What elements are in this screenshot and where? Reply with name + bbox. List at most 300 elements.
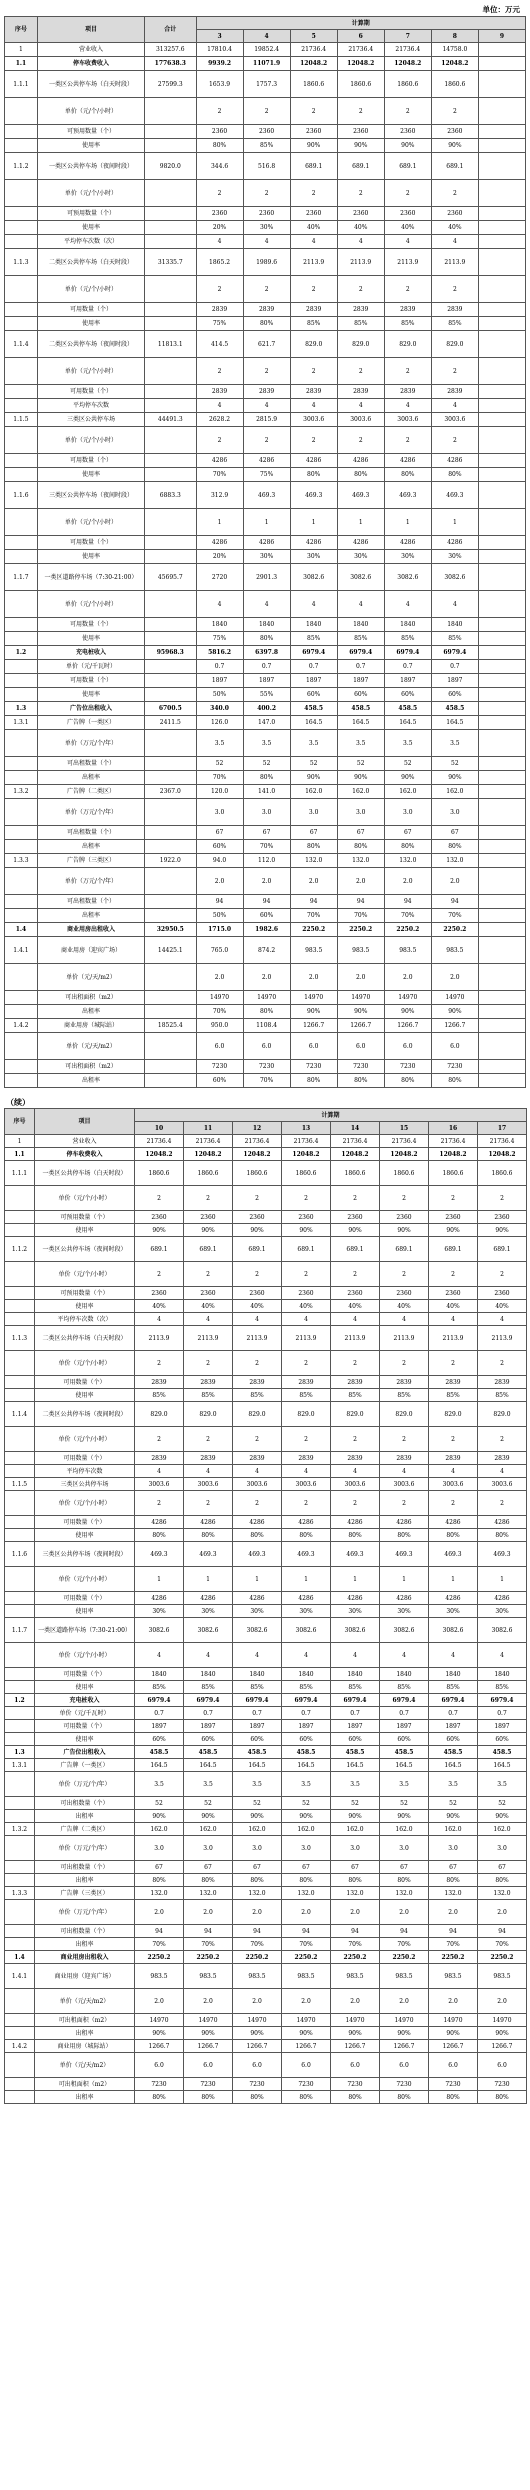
row-value: 689.1 xyxy=(233,1237,282,1262)
row-total: 31335.7 xyxy=(145,249,196,276)
row-value: 7230 xyxy=(331,2078,380,2091)
row-item: 使用率 xyxy=(37,317,144,331)
row-value: 6.0 xyxy=(233,2053,282,2078)
row-seq: 1.3.2 xyxy=(5,785,38,799)
row-value: 2250.2 xyxy=(184,1951,233,1964)
row-value: 85% xyxy=(290,632,337,646)
row-item: 平均停车次数 xyxy=(37,399,144,413)
row-value: 80% xyxy=(478,2091,527,2104)
row-item: 可出租面积（m2） xyxy=(37,991,144,1005)
row-value: 60% xyxy=(478,1733,527,1746)
row-value: 2.0 xyxy=(431,964,478,991)
row-value: 80% xyxy=(384,468,431,482)
row-value: 1266.7 xyxy=(431,1019,478,1033)
table-row xyxy=(5,688,526,702)
row-value: 1860.6 xyxy=(135,1161,184,1186)
row-value: 21736.4 xyxy=(429,1135,478,1148)
row-value: 90% xyxy=(282,2027,331,2040)
row-value: 12048.2 xyxy=(135,1148,184,1161)
row-value: 3082.6 xyxy=(290,564,337,591)
row-value: 40% xyxy=(282,1300,331,1313)
row-seq xyxy=(5,1707,35,1720)
row-seq xyxy=(5,1925,35,1938)
row-value: 80% xyxy=(290,468,337,482)
header-period-col: 6 xyxy=(337,30,384,43)
header-period-col: 14 xyxy=(331,1122,380,1135)
row-value: 80% xyxy=(337,840,384,854)
row-seq xyxy=(5,399,38,413)
row-value: 85% xyxy=(384,317,431,331)
row-value: 7230 xyxy=(431,1060,478,1074)
row-value: 12048.2 xyxy=(290,57,337,71)
row-value xyxy=(478,730,525,757)
row-value: 30% xyxy=(384,550,431,564)
row-seq: 1.3 xyxy=(5,1746,35,1759)
row-value: 132.0 xyxy=(380,1887,429,1900)
row-value: 50% xyxy=(196,909,243,923)
row-seq: 1.3.3 xyxy=(5,854,38,868)
row-value: 1266.7 xyxy=(135,2040,184,2053)
row-value: 458.5 xyxy=(431,702,478,716)
row-item: 停车收费收入 xyxy=(35,1148,135,1161)
row-value: 90% xyxy=(233,1224,282,1237)
row-seq xyxy=(5,2078,35,2091)
row-value: 4286 xyxy=(380,1516,429,1529)
row-item: 单价（元/个/小时） xyxy=(37,98,144,125)
row-item: 广告牌（三类区） xyxy=(35,1887,135,1900)
table-row xyxy=(5,895,526,909)
row-value: 94 xyxy=(331,1925,380,1938)
row-value: 2839 xyxy=(331,1452,380,1465)
row-value: 90% xyxy=(337,771,384,785)
table-row xyxy=(5,826,526,840)
row-value: 85% xyxy=(429,1681,478,1694)
row-value: 2.0 xyxy=(478,1900,527,1925)
row-value: 4286 xyxy=(184,1592,233,1605)
row-value: 2113.9 xyxy=(290,249,337,276)
row-value: 4286 xyxy=(233,1592,282,1605)
row-value: 17810.4 xyxy=(196,43,243,57)
row-value: 40% xyxy=(478,1300,527,1313)
row-value: 829.0 xyxy=(431,331,478,358)
row-value: 67 xyxy=(196,826,243,840)
row-value: 94 xyxy=(384,895,431,909)
row-seq xyxy=(5,799,38,826)
row-value: 1266.7 xyxy=(478,2040,527,2053)
row-value: 1897 xyxy=(331,1720,380,1733)
row-value: 983.5 xyxy=(478,1964,527,1989)
row-value: 2 xyxy=(196,98,243,125)
row-value: 14970 xyxy=(431,991,478,1005)
table-row xyxy=(5,1900,527,1925)
table-row xyxy=(5,1733,527,1746)
row-value: 2 xyxy=(429,1262,478,1287)
row-value: 80% xyxy=(431,840,478,854)
row-value: 469.3 xyxy=(243,482,290,509)
row-value: 94 xyxy=(196,895,243,909)
row-value: 2.0 xyxy=(384,868,431,895)
row-value: 2 xyxy=(431,427,478,454)
row-value: 2360 xyxy=(243,125,290,139)
row-value: 3003.6 xyxy=(331,1478,380,1491)
header-period-col: 7 xyxy=(384,30,431,43)
row-value: 2360 xyxy=(233,1287,282,1300)
row-value: 162.0 xyxy=(331,1823,380,1836)
row-value: 6.0 xyxy=(184,2053,233,2078)
row-value: 3.5 xyxy=(380,1772,429,1797)
row-value: 2 xyxy=(331,1351,380,1376)
row-seq xyxy=(5,1074,38,1088)
row-value xyxy=(478,632,525,646)
row-value: 30% xyxy=(380,1605,429,1618)
row-total: 27599.3 xyxy=(145,71,196,98)
row-value: 2.0 xyxy=(431,868,478,895)
row-value xyxy=(478,303,525,317)
row-value: 6979.4 xyxy=(282,1694,331,1707)
row-value: 90% xyxy=(135,2027,184,2040)
row-total: 9820.0 xyxy=(145,153,196,180)
table-row xyxy=(5,1964,527,1989)
row-value: 2839 xyxy=(384,385,431,399)
row-value: 1266.7 xyxy=(184,2040,233,2053)
row-value: 2.0 xyxy=(282,1989,331,2014)
row-value xyxy=(478,937,525,964)
row-item: 单价（元/个/小时） xyxy=(37,276,144,303)
row-value: 67 xyxy=(478,1861,527,1874)
row-value: 2 xyxy=(243,427,290,454)
row-value: 30% xyxy=(429,1605,478,1618)
row-seq xyxy=(5,1491,35,1516)
row-total xyxy=(145,454,196,468)
table-row xyxy=(5,632,526,646)
row-value: 2 xyxy=(243,276,290,303)
row-value: 94 xyxy=(233,1925,282,1938)
row-value: 1860.6 xyxy=(282,1161,331,1186)
row-value xyxy=(478,660,525,674)
row-value: 1840 xyxy=(243,618,290,632)
table-row xyxy=(5,509,526,536)
row-value: 70% xyxy=(478,1938,527,1951)
row-total xyxy=(145,509,196,536)
row-value: 983.5 xyxy=(282,1964,331,1989)
row-value: 2.0 xyxy=(290,964,337,991)
row-value: 1860.6 xyxy=(478,1161,527,1186)
row-value: 52 xyxy=(282,1797,331,1810)
row-value: 2.0 xyxy=(196,868,243,895)
row-value: 80% xyxy=(331,1874,380,1887)
row-seq xyxy=(5,660,38,674)
row-value: 2 xyxy=(337,358,384,385)
row-value: 2360 xyxy=(135,1287,184,1300)
row-value: 3003.6 xyxy=(431,413,478,427)
header-period-col: 15 xyxy=(380,1122,429,1135)
table-row xyxy=(5,2014,527,2027)
row-value xyxy=(478,1005,525,1019)
row-value: 2 xyxy=(384,98,431,125)
table-row xyxy=(5,702,526,716)
header-period: 计算期 xyxy=(135,1109,527,1122)
row-value: 829.0 xyxy=(384,331,431,358)
row-item: 出租率 xyxy=(37,771,144,785)
row-value: 469.3 xyxy=(429,1542,478,1567)
row-value: 4 xyxy=(233,1465,282,1478)
row-value: 340.0 xyxy=(196,702,243,716)
row-value: 70% xyxy=(380,1938,429,1951)
row-value: 80% xyxy=(233,2091,282,2104)
table-row xyxy=(5,937,526,964)
header-period-col: 17 xyxy=(478,1122,527,1135)
row-value: 2.0 xyxy=(135,1900,184,1925)
row-value: 6979.4 xyxy=(337,646,384,660)
row-value: 2 xyxy=(196,276,243,303)
row-total xyxy=(145,632,196,646)
row-value: 4 xyxy=(384,235,431,249)
row-item: 单价（元/个/小时） xyxy=(35,1643,135,1668)
table-row xyxy=(5,2053,527,2078)
row-value: 11071.9 xyxy=(243,57,290,71)
row-item: 可用数量（个） xyxy=(37,385,144,399)
row-value: 85% xyxy=(478,1681,527,1694)
row-value: 80% xyxy=(331,2091,380,2104)
row-value: 80% xyxy=(478,1874,527,1887)
row-value: 80% xyxy=(290,1074,337,1088)
row-value: 132.0 xyxy=(331,1887,380,1900)
row-value: 2 xyxy=(135,1491,184,1516)
row-value: 70% xyxy=(135,1938,184,1951)
row-value: 30% xyxy=(431,550,478,564)
row-value: 2 xyxy=(384,276,431,303)
row-value: 983.5 xyxy=(380,1964,429,1989)
row-value: 7230 xyxy=(429,2078,478,2091)
table-row xyxy=(5,1060,526,1074)
row-value: 469.3 xyxy=(380,1542,429,1567)
row-value: 94 xyxy=(431,895,478,909)
row-value: 4286 xyxy=(384,536,431,550)
row-value: 1 xyxy=(478,1567,527,1592)
row-seq xyxy=(5,276,38,303)
row-value: 164.5 xyxy=(380,1759,429,1772)
row-value: 20% xyxy=(196,221,243,235)
row-value xyxy=(478,1033,525,1060)
row-value: 1 xyxy=(233,1567,282,1592)
row-value: 1266.7 xyxy=(429,2040,478,2053)
row-value: 874.2 xyxy=(243,937,290,964)
row-value: 4286 xyxy=(337,536,384,550)
row-value xyxy=(478,674,525,688)
row-value: 94 xyxy=(135,1925,184,1938)
row-value: 1 xyxy=(184,1567,233,1592)
row-item: 可出租面积（m2） xyxy=(35,2014,135,2027)
row-seq xyxy=(5,1351,35,1376)
row-value: 80% xyxy=(135,1874,184,1887)
row-value: 4 xyxy=(243,235,290,249)
header-period-col: 16 xyxy=(429,1122,478,1135)
row-value xyxy=(478,57,525,71)
row-value: 21736.4 xyxy=(380,1135,429,1148)
row-value: 2 xyxy=(233,1262,282,1287)
row-value: 983.5 xyxy=(233,1964,282,1989)
row-value: 164.5 xyxy=(135,1759,184,1772)
row-value: 67 xyxy=(429,1861,478,1874)
row-value xyxy=(478,591,525,618)
row-value: 2113.9 xyxy=(233,1326,282,1351)
row-seq: 1.1.7 xyxy=(5,564,38,591)
row-value: 689.1 xyxy=(431,153,478,180)
row-value: 2 xyxy=(337,180,384,207)
row-seq xyxy=(5,2027,35,2040)
row-value: 60% xyxy=(184,1733,233,1746)
row-value: 90% xyxy=(282,1810,331,1823)
row-value: 689.1 xyxy=(384,153,431,180)
row-value: 2 xyxy=(380,1351,429,1376)
table-row xyxy=(5,868,526,895)
row-value: 2113.9 xyxy=(380,1326,429,1351)
row-item: 可出租面积（m2） xyxy=(37,1060,144,1074)
row-seq xyxy=(5,1733,35,1746)
row-value: 3082.6 xyxy=(384,564,431,591)
row-total xyxy=(145,427,196,454)
table-row xyxy=(5,1618,527,1643)
row-value: 7230 xyxy=(135,2078,184,2091)
row-total xyxy=(145,1005,196,1019)
row-value: 3003.6 xyxy=(429,1478,478,1491)
row-value: 2360 xyxy=(135,1211,184,1224)
row-value: 2250.2 xyxy=(233,1951,282,1964)
row-value: 2113.9 xyxy=(184,1326,233,1351)
row-value: 164.5 xyxy=(337,716,384,730)
row-value: 40% xyxy=(290,221,337,235)
row-value: 458.5 xyxy=(380,1746,429,1759)
row-seq xyxy=(5,1720,35,1733)
row-value: 52 xyxy=(233,1797,282,1810)
row-item: 可用数量（个） xyxy=(35,1720,135,1733)
row-total xyxy=(145,468,196,482)
row-value: 2839 xyxy=(384,303,431,317)
row-value: 1897 xyxy=(429,1720,478,1733)
row-value: 2250.2 xyxy=(429,1951,478,1964)
row-value: 80% xyxy=(429,2091,478,2104)
row-value xyxy=(478,276,525,303)
row-item: 单价（元/个/小时） xyxy=(35,1262,135,1287)
row-seq xyxy=(5,385,38,399)
row-item: 可出租面积（m2） xyxy=(35,2078,135,2091)
row-value: 2113.9 xyxy=(431,249,478,276)
row-value: 14970 xyxy=(135,2014,184,2027)
table-row xyxy=(5,923,526,937)
row-value: 90% xyxy=(135,1224,184,1237)
row-item: 一类区公共停车场（白天时段） xyxy=(37,71,144,98)
row-value: 829.0 xyxy=(337,331,384,358)
row-value: 60% xyxy=(290,688,337,702)
row-seq xyxy=(5,1874,35,1887)
row-value: 3082.6 xyxy=(331,1618,380,1643)
row-value xyxy=(478,98,525,125)
row-value: 2 xyxy=(337,276,384,303)
table-row xyxy=(5,660,526,674)
table-row xyxy=(5,1643,527,1668)
row-value: 458.5 xyxy=(184,1746,233,1759)
row-value xyxy=(478,1019,525,1033)
row-item: 可出租数量（个） xyxy=(35,1797,135,1810)
table-row xyxy=(5,1452,527,1465)
row-value: 90% xyxy=(184,2027,233,2040)
row-value: 469.3 xyxy=(478,1542,527,1567)
table-row xyxy=(5,180,526,207)
row-value: 1266.7 xyxy=(282,2040,331,2053)
row-value: 2 xyxy=(331,1186,380,1211)
row-seq xyxy=(5,826,38,840)
row-value: 14970 xyxy=(331,2014,380,2027)
row-value: 0.7 xyxy=(135,1707,184,1720)
row-value: 80% xyxy=(184,1874,233,1887)
row-value: 132.0 xyxy=(290,854,337,868)
row-value: 829.0 xyxy=(282,1402,331,1427)
row-item: 使用率 xyxy=(35,1529,135,1542)
row-item: 单价（元/个/小时） xyxy=(37,427,144,454)
row-item: 三类区公共停车场 xyxy=(35,1478,135,1491)
header-period-col: 11 xyxy=(184,1122,233,1135)
row-value xyxy=(478,385,525,399)
row-value: 2.0 xyxy=(184,1989,233,2014)
row-value: 85% xyxy=(290,317,337,331)
row-total xyxy=(145,909,196,923)
row-total xyxy=(145,1074,196,1088)
row-value: 621.7 xyxy=(243,331,290,358)
row-item: 广告牌（一类区） xyxy=(35,1759,135,1772)
row-value: 458.5 xyxy=(290,702,337,716)
row-total xyxy=(145,799,196,826)
table-row xyxy=(5,1019,526,1033)
row-value xyxy=(478,207,525,221)
row-value: 689.1 xyxy=(429,1237,478,1262)
row-value: 1860.6 xyxy=(184,1161,233,1186)
row-item: 可用数量（个） xyxy=(37,454,144,468)
row-value: 80% xyxy=(380,2091,429,2104)
table-row xyxy=(5,1135,527,1148)
row-value xyxy=(478,785,525,799)
row-item: 可出租数量（个） xyxy=(37,757,144,771)
row-value: 80% xyxy=(184,2091,233,2104)
row-seq: 1.1.5 xyxy=(5,1478,35,1491)
row-value: 0.7 xyxy=(429,1707,478,1720)
row-value: 21736.4 xyxy=(337,43,384,57)
row-value: 12048.2 xyxy=(431,57,478,71)
row-value: 1 xyxy=(380,1567,429,1592)
row-value: 3.0 xyxy=(478,1836,527,1861)
row-value: 147.0 xyxy=(243,716,290,730)
row-value: 9939.2 xyxy=(196,57,243,71)
row-value: 2839 xyxy=(184,1376,233,1389)
row-seq xyxy=(5,125,38,139)
row-value: 40% xyxy=(337,221,384,235)
row-item: 使用率 xyxy=(37,688,144,702)
row-value: 689.1 xyxy=(478,1237,527,1262)
row-seq: 1.1.3 xyxy=(5,249,38,276)
row-value: 4286 xyxy=(431,454,478,468)
row-value: 4 xyxy=(282,1313,331,1326)
table-row xyxy=(5,1478,527,1491)
row-value: 120.0 xyxy=(196,785,243,799)
row-value: 0.7 xyxy=(331,1707,380,1720)
row-value: 6979.4 xyxy=(478,1694,527,1707)
row-value: 85% xyxy=(384,632,431,646)
row-seq xyxy=(5,427,38,454)
row-value: 162.0 xyxy=(184,1823,233,1836)
row-value: 2 xyxy=(429,1491,478,1516)
row-value xyxy=(478,125,525,139)
row-value: 1897 xyxy=(243,674,290,688)
row-value: 1 xyxy=(196,509,243,536)
